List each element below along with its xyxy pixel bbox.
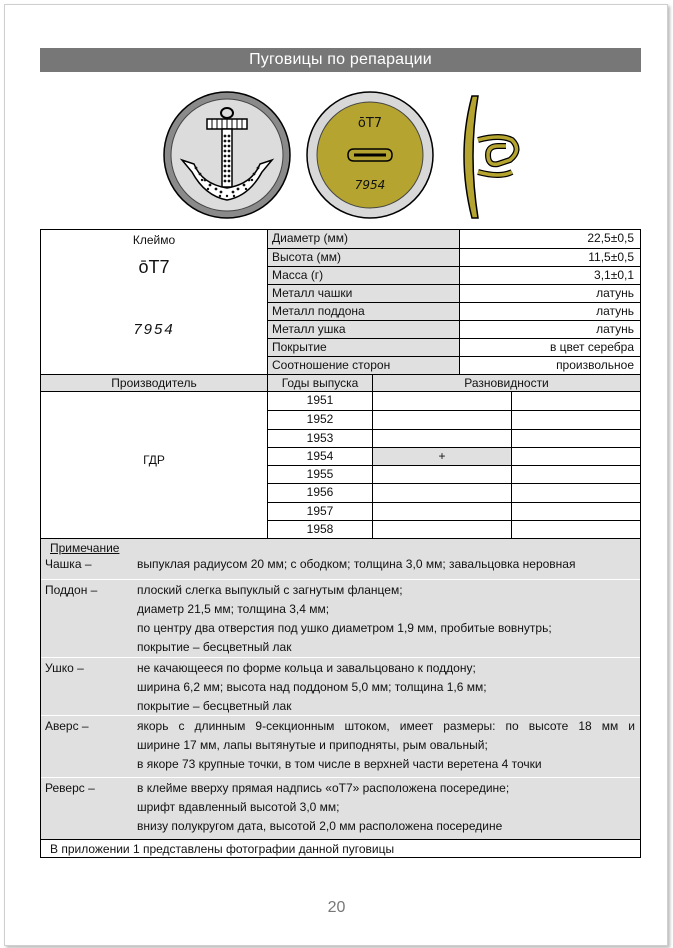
spec-value: 11,5±0,5: [459, 248, 640, 266]
spec-name: Диаметр (мм): [272, 231, 349, 245]
spec-value: 22,5±0,5: [587, 231, 634, 245]
note-line: выпуклая радиусом 20 мм; с ободком; толщина 3,0 мм; завальцовка неровная: [137, 557, 576, 571]
variant-cell: [511, 392, 640, 410]
header-variants: Разновидности: [372, 375, 640, 392]
klejmo-date: 7954: [133, 321, 175, 338]
note-separator: [41, 777, 640, 778]
note-label: Реверс –: [45, 781, 95, 795]
year-cell: 1954: [267, 447, 372, 465]
page-title: Пуговицы по репарации: [40, 48, 641, 72]
variant-cell: [511, 520, 640, 538]
year-cell: 1952: [267, 410, 372, 428]
spec-value: произвольное: [459, 356, 640, 374]
year-cell: 1951: [267, 392, 372, 410]
note-label: Поддон –: [45, 583, 98, 597]
button-illustrations: [160, 88, 540, 223]
variant-cell: [372, 520, 511, 538]
note-line: покрытие – бесцветный лак: [137, 699, 292, 713]
note-line: якорь с длинным 9-секционным штоком, имеет размеры: по высоте 18 мм и: [137, 719, 635, 733]
spec-name: Высота (мм): [268, 248, 459, 266]
page-number: 20: [327, 899, 346, 916]
note-line: внизу полукругом дата, высотой 2,0 мм расположена посередине: [137, 819, 503, 833]
variant-cell: [511, 483, 640, 501]
svg-text:7954: 7954: [354, 178, 386, 192]
notes-heading: Примечание: [50, 541, 120, 555]
year-cell: 1957: [267, 502, 372, 520]
spec-name: Соотношение сторон: [268, 356, 459, 374]
header-years: Годы выпуска: [267, 375, 372, 392]
note-line: по центру два отверстия под ушко диаметром 1,9 мм, пробитые вовнутрь;: [137, 621, 552, 635]
klejmo-label: Клеймо: [132, 233, 176, 247]
note-label: Аверс –: [45, 719, 89, 733]
klejmo-cell: [41, 230, 267, 374]
spec-name: Покрытие: [268, 338, 459, 356]
spec-value: в цвет серебра: [459, 338, 640, 356]
variant-cell: [511, 410, 640, 428]
spec-name: Металл ушка: [268, 320, 459, 338]
note-separator: [41, 657, 640, 658]
header-producer: Производитель: [111, 376, 197, 390]
note-line: покрытие – бесцветный лак: [137, 640, 292, 654]
note-label: Ушко –: [45, 661, 84, 675]
obverse-anchor-icon: [164, 92, 290, 218]
spec-value: латунь: [459, 302, 640, 320]
variant-cell: [372, 429, 511, 447]
producer-cell: ГДР: [143, 453, 165, 467]
notes-footer: В приложении 1 представлены фотографии данной пуговицы: [41, 839, 640, 857]
year-cell: 1956: [267, 483, 372, 501]
spec-value: латунь: [459, 320, 640, 338]
spec-value: 3,1±0,1: [459, 266, 640, 284]
spec-name: Металл чашки: [268, 284, 459, 302]
note-label: Чашка –: [45, 557, 92, 571]
note-separator: [41, 715, 640, 716]
spec-name: Масса (г): [268, 266, 459, 284]
klejmo-mark: ōT7: [138, 257, 170, 277]
note-line: плоский слегка выпуклый с загнутым фланцем;: [137, 583, 403, 597]
spec-name: Металл поддона: [268, 302, 459, 320]
year-cell: 1955: [267, 465, 372, 483]
side-view-icon: [464, 96, 517, 218]
variant-cell: [511, 502, 640, 520]
variant-cell: [372, 465, 511, 483]
note-line: шрифт вдавленный высотой 3,0 мм;: [137, 800, 340, 814]
variant-cell: +: [372, 447, 511, 465]
note-line: не качающееся по форме кольца и завальцовано к поддону;: [137, 661, 476, 675]
variant-cell: [372, 410, 511, 428]
spec-value: латунь: [459, 284, 640, 302]
year-cell: 1958: [267, 520, 372, 538]
variant-cell: [372, 483, 511, 501]
variant-cell: [511, 429, 640, 447]
variant-cell: [372, 502, 511, 520]
svg-text:ōT7: ōT7: [357, 116, 383, 131]
variant-cell: [511, 447, 640, 465]
specs-table: [40, 229, 641, 858]
note-line: в клейме вверху прямая надпись «оТ7» расположена посередине;: [137, 781, 510, 795]
year-cell: 1953: [267, 429, 372, 447]
note-line: ширине 17 мм, лапы вытянутые и приподняты, рым овальный;: [137, 738, 488, 752]
note-separator: [41, 579, 640, 580]
variant-cell: [372, 392, 511, 410]
note-line: ширина 6,2 мм; высота над поддоном 5,0 мм; толщина 1,6 мм;: [137, 680, 487, 694]
note-line: диаметр 21,5 мм; толщина 3,4 мм;: [137, 602, 330, 616]
variant-cell: [511, 465, 640, 483]
reverse-button-icon: [307, 92, 433, 218]
note-line: в якоре 73 крупные точки, в том числе в верхней части веретена 4 точки: [137, 757, 542, 771]
